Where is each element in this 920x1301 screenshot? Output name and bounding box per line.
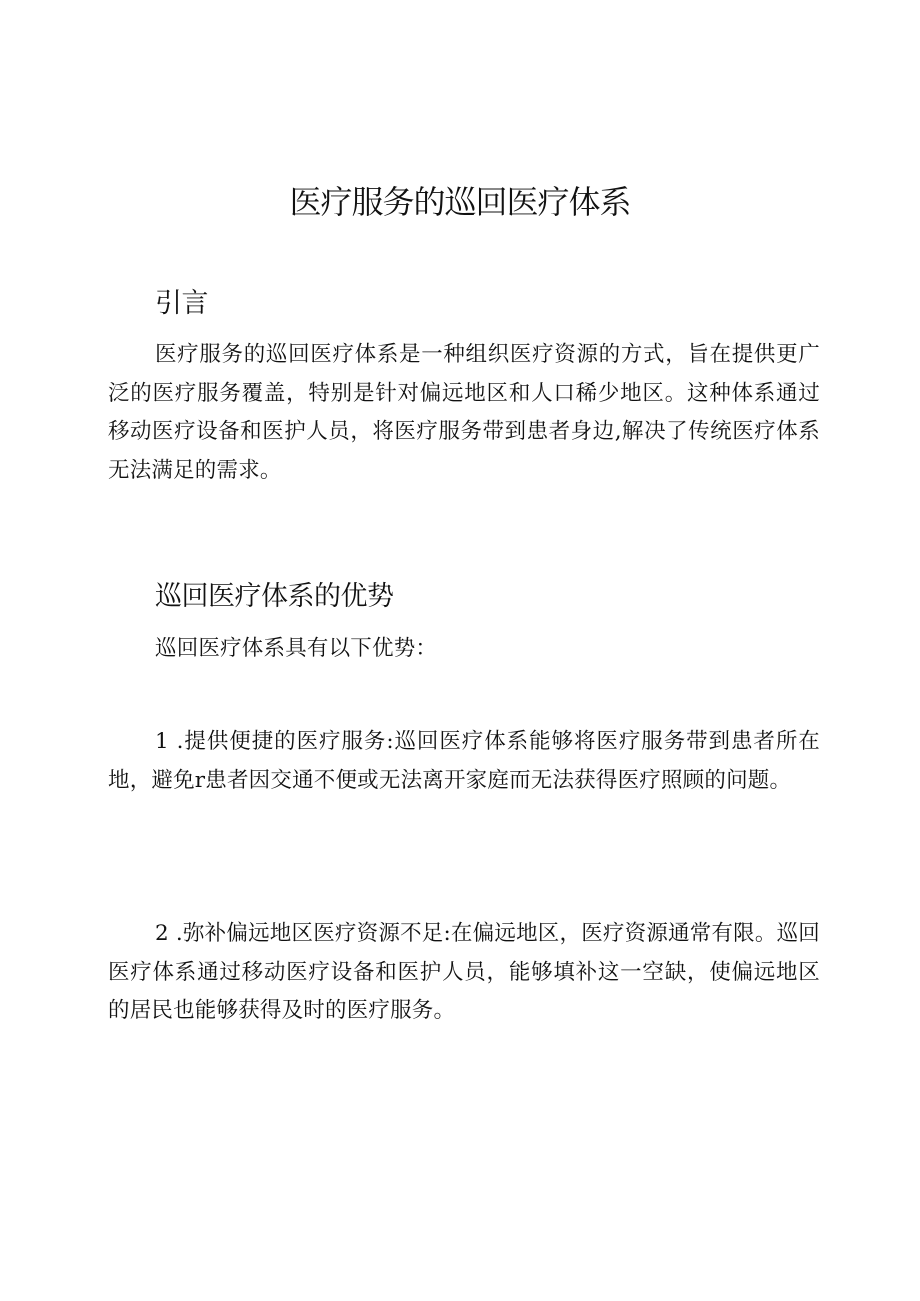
document-title: 医疗服务的巡回医疗体系 bbox=[289, 183, 631, 221]
section-heading-introduction: 引言 bbox=[155, 288, 208, 319]
advantages-lead-paragraph: 巡回医疗体系具有以下优势： bbox=[155, 636, 438, 661]
introduction-paragraph: 医疗服务的巡回医疗体系是一种组织医疗资源的方式，旨在提供更广泛的医疗服务覆盖，特别是针对偏远地区和人口稀少地区。这种体系通过移动医疗设备和医护人员，将医疗服务带到患者身边,解决了传统医疗体系无法满足的需求。 bbox=[108, 342, 820, 483]
section-heading-advantages: 巡回医疗体系的优势 bbox=[155, 581, 394, 612]
advantage-item-1: 1 .提供便捷的医疗服务:巡回医疗体系能够将医疗服务带到患者所在地，避免r患者因交通不便或无法离开家庭而无法获得医疗照顾的问题。 bbox=[108, 729, 820, 793]
advantage-item-2: 2 .弥补偏远地区医疗资源不足:在偏远地区，医疗资源通常有限。巡回医疗体系通过移动医疗设备和医护人员，能够填补这一空缺，使偏远地区的居民也能够获得及时的医疗服务。 bbox=[108, 921, 820, 1023]
